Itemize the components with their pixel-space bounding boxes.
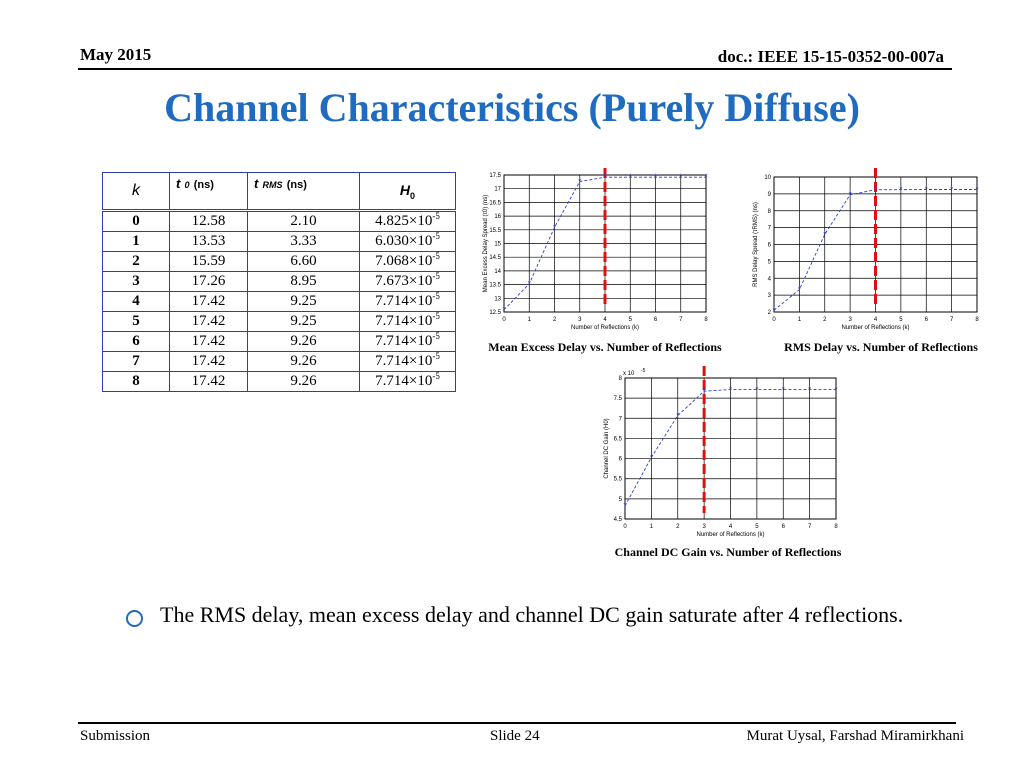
x-tick-label: 1 [527, 317, 531, 323]
y-tick-label: 15 [494, 241, 501, 248]
chart-mean-excess-delay [478, 168, 726, 338]
data-point: * [808, 385, 812, 395]
y-tick-label: 4.5 [613, 517, 622, 523]
x-axis-label: Number of Reflections (k) [570, 325, 640, 331]
header-trms-symbol: t [254, 176, 259, 191]
x-tick-label: 2 [823, 317, 827, 323]
data-point: * [704, 172, 708, 182]
data-point: * [578, 177, 582, 187]
x-tick-label: 6 [924, 317, 928, 323]
header-k [103, 173, 170, 211]
cell-trms: 9.25 [248, 312, 360, 332]
cell-k: 1 [103, 232, 170, 252]
data-point: * [797, 285, 801, 295]
cell-k: 2 [103, 252, 170, 272]
cell-h0 [360, 372, 456, 392]
data-point: * [873, 185, 878, 195]
cell-h0-exponent: -5 [432, 291, 440, 301]
cell-h0-exponent: -5 [432, 271, 440, 281]
x-tick-label: 7 [949, 317, 954, 323]
table-row [103, 332, 456, 352]
y-axis-label: Channel DC Gain (H0) [604, 418, 610, 479]
x-tick-label: 7 [679, 317, 683, 323]
cell-h0 [360, 352, 456, 372]
x-tick-label: 4 [873, 317, 878, 323]
table-header-row [103, 173, 456, 211]
x-tick-label: 5 [899, 317, 903, 323]
table-row [103, 352, 456, 372]
data-point: * [552, 222, 557, 232]
data-point: * [950, 184, 954, 194]
cell-k: 0 [103, 211, 170, 232]
table-row [103, 292, 456, 312]
header-date: May 2015 [80, 45, 152, 64]
cell-h0-exponent: -5 [432, 371, 440, 381]
cell-h0 [360, 312, 456, 332]
cell-h0 [360, 272, 456, 292]
y-tick-label: 5.5 [613, 476, 622, 483]
cell-trms: 9.25 [248, 292, 360, 312]
data-point: * [527, 279, 531, 289]
y-tick-label: 13 [494, 296, 501, 303]
cell-h0-mantissa: 7.068×10 [375, 253, 433, 269]
header-trms-sub: RMS [262, 180, 283, 190]
cell-trms: 6.60 [248, 252, 360, 272]
data-point: * [924, 184, 928, 194]
y-axis-label: RMS Delay Spread (τRMS) (ns) [753, 202, 759, 287]
y-tick-label: 16 [494, 214, 501, 221]
y-tick-label: 7 [618, 416, 622, 423]
header-doc-id: doc.: IEEE 15-15-0352-00-007a [717, 47, 944, 66]
y-tick-label: 16.5 [489, 200, 501, 207]
y-tick-label: 2 [767, 310, 771, 316]
y-tick-label: 3 [767, 293, 771, 300]
data-point: * [834, 385, 838, 395]
cell-h0-exponent: -5 [432, 311, 440, 321]
x-tick-label: 5 [628, 317, 632, 323]
cell-t0: 17.42 [170, 292, 248, 312]
bullet-icon [126, 610, 143, 627]
cell-h0-mantissa: 7.714×10 [375, 373, 433, 389]
cell-h0-mantissa: 6.030×10 [375, 233, 433, 249]
x-axis-label: Number of Reflections (k) [696, 532, 765, 538]
table-row [103, 272, 456, 292]
data-point: * [649, 452, 653, 462]
data-point: * [676, 411, 680, 421]
data-point: * [823, 229, 827, 239]
data-point: * [899, 185, 903, 195]
results-table [102, 172, 456, 392]
cell-t0: 13.53 [170, 232, 248, 252]
y-tick-label: 14 [494, 268, 501, 275]
cell-h0 [360, 252, 456, 272]
header-trms-unit: (ns) [286, 179, 307, 191]
x-tick-label: 8 [834, 524, 838, 530]
table-row [103, 372, 456, 392]
x-tick-label: 1 [649, 524, 654, 530]
cell-trms: 8.95 [248, 272, 360, 292]
table-row [103, 312, 456, 332]
y-multiplier-exponent: -5 [641, 368, 646, 374]
x-tick-label: 0 [623, 524, 627, 530]
cell-t0: 17.42 [170, 372, 248, 392]
cell-trms: 2.10 [248, 211, 360, 232]
y-tick-label: 13.5 [489, 282, 501, 289]
cell-k: 5 [103, 312, 170, 332]
y-tick-label: 8 [618, 376, 622, 382]
caption-rms-delay: RMS Delay vs. Number of Reflections [784, 340, 978, 354]
header-k-label: k [132, 182, 140, 199]
data-point: * [502, 305, 506, 315]
cell-t0: 17.26 [170, 272, 248, 292]
data-point: * [848, 190, 852, 200]
header-t0-symbol: t [176, 176, 181, 191]
y-tick-label: 15.5 [489, 227, 501, 234]
cell-h0-mantissa: 7.673×10 [375, 273, 433, 289]
header-t0-unit: (ns) [193, 179, 214, 191]
footer-authors: Murat Uysal, Farshad Miramirkhani [746, 728, 964, 744]
header-t0 [170, 173, 248, 211]
cell-trms: 9.26 [248, 352, 360, 372]
y-tick-label: 5 [618, 496, 622, 503]
cell-trms: 9.26 [248, 332, 360, 352]
header-h0-sub: 0 [410, 190, 416, 201]
y-tick-label: 7.5 [613, 396, 622, 403]
cell-h0 [360, 292, 456, 312]
header-h0 [360, 173, 456, 211]
cell-t0: 12.58 [170, 211, 248, 232]
footer-divider [78, 722, 956, 724]
x-tick-label: 8 [975, 317, 979, 323]
y-tick-label: 10 [764, 175, 771, 181]
x-tick-label: 4 [728, 524, 733, 530]
y-tick-label: 6 [767, 242, 771, 249]
cell-k: 7 [103, 352, 170, 372]
footer-submission: Submission [80, 728, 151, 744]
cell-h0-mantissa: 7.714×10 [375, 313, 433, 329]
x-tick-label: 6 [653, 317, 658, 323]
cell-trms: 3.33 [248, 232, 360, 252]
x-tick-label: 2 [676, 524, 680, 530]
cell-h0 [360, 332, 456, 352]
cell-h0-mantissa: 7.714×10 [375, 353, 433, 369]
cell-h0-exponent: -5 [432, 211, 440, 221]
cell-h0-mantissa: 7.714×10 [375, 293, 433, 309]
chart-dc-gain [594, 366, 850, 542]
x-tick-label: 2 [552, 317, 557, 323]
cell-h0 [360, 211, 456, 232]
data-point: * [755, 385, 759, 395]
x-tick-label: 1 [797, 317, 802, 323]
x-tick-label: 3 [578, 317, 582, 323]
header-divider [78, 68, 952, 70]
cell-h0-mantissa: 4.825×10 [375, 213, 433, 229]
data-point: * [772, 305, 776, 315]
data-point: * [603, 172, 607, 182]
y-multiplier: x 10 [623, 371, 635, 377]
table-body [103, 211, 456, 392]
data-point: * [653, 172, 658, 182]
y-tick-label: 9 [767, 191, 771, 198]
header-t0-sub: 0 [184, 180, 190, 190]
cell-h0-exponent: -5 [432, 351, 440, 361]
cell-t0: 15.59 [170, 252, 248, 272]
x-tick-label: 8 [704, 317, 708, 323]
y-tick-label: 17 [494, 186, 501, 193]
cell-k: 8 [103, 372, 170, 392]
caption-dc-gain: Channel DC Gain vs. Number of Reflections [614, 545, 842, 559]
chart-rms-delay [752, 168, 988, 338]
x-tick-label: 3 [848, 317, 852, 323]
y-tick-label: 4 [767, 276, 771, 283]
y-tick-label: 8 [767, 208, 771, 215]
y-tick-label: 17.5 [489, 173, 501, 179]
cell-t0: 17.42 [170, 312, 248, 332]
cell-trms: 9.26 [248, 372, 360, 392]
bullet-text: The RMS delay, mean excess delay and channel DC gain saturate after 4 reflections. [160, 602, 904, 627]
data-point: * [975, 184, 979, 194]
data-point: * [623, 501, 627, 511]
cell-h0-exponent: -5 [432, 251, 440, 261]
cell-t0: 17.42 [170, 352, 248, 372]
cell-t0: 17.42 [170, 332, 248, 352]
x-tick-label: 0 [772, 317, 776, 323]
table-row [103, 252, 456, 272]
x-tick-label: 4 [603, 317, 607, 323]
x-tick-label: 0 [502, 317, 506, 323]
x-tick-label: 6 [781, 524, 785, 530]
y-tick-label: 5 [767, 259, 771, 266]
data-point: * [702, 386, 706, 396]
data-point: * [628, 172, 632, 182]
slide-title: Channel Characteristics (Purely Diffuse) [164, 85, 860, 130]
y-tick-label: 6.5 [613, 436, 622, 443]
data-point: * [781, 385, 785, 395]
y-tick-label: 14.5 [489, 255, 501, 262]
cell-h0-exponent: -5 [432, 331, 440, 341]
cell-k: 6 [103, 332, 170, 352]
cell-h0-mantissa: 7.714×10 [375, 333, 433, 349]
y-tick-label: 12.5 [489, 310, 501, 316]
table-row [103, 211, 456, 232]
y-tick-label: 6 [618, 456, 622, 463]
cell-k: 4 [103, 292, 170, 312]
x-tick-label: 5 [755, 524, 759, 530]
caption-mean-excess-delay: Mean Excess Delay vs. Number of Reflections [488, 340, 722, 354]
y-axis-label: Mean Excess Delay Spread (τ0) (ns) [483, 194, 489, 293]
header-trms [248, 173, 360, 211]
y-tick-label: 7 [767, 225, 771, 232]
table-row [103, 232, 456, 252]
data-point: * [728, 385, 733, 395]
x-tick-label: 3 [702, 524, 706, 530]
cell-h0 [360, 232, 456, 252]
cell-k: 3 [103, 272, 170, 292]
footer-slide-number: Slide 24 [490, 728, 540, 744]
x-axis-label: Number of Reflections (k) [841, 325, 910, 331]
cell-h0-exponent: -5 [432, 231, 440, 241]
x-tick-label: 7 [807, 524, 812, 530]
data-point: * [679, 172, 683, 182]
header-h0-symbol: H [399, 181, 411, 198]
